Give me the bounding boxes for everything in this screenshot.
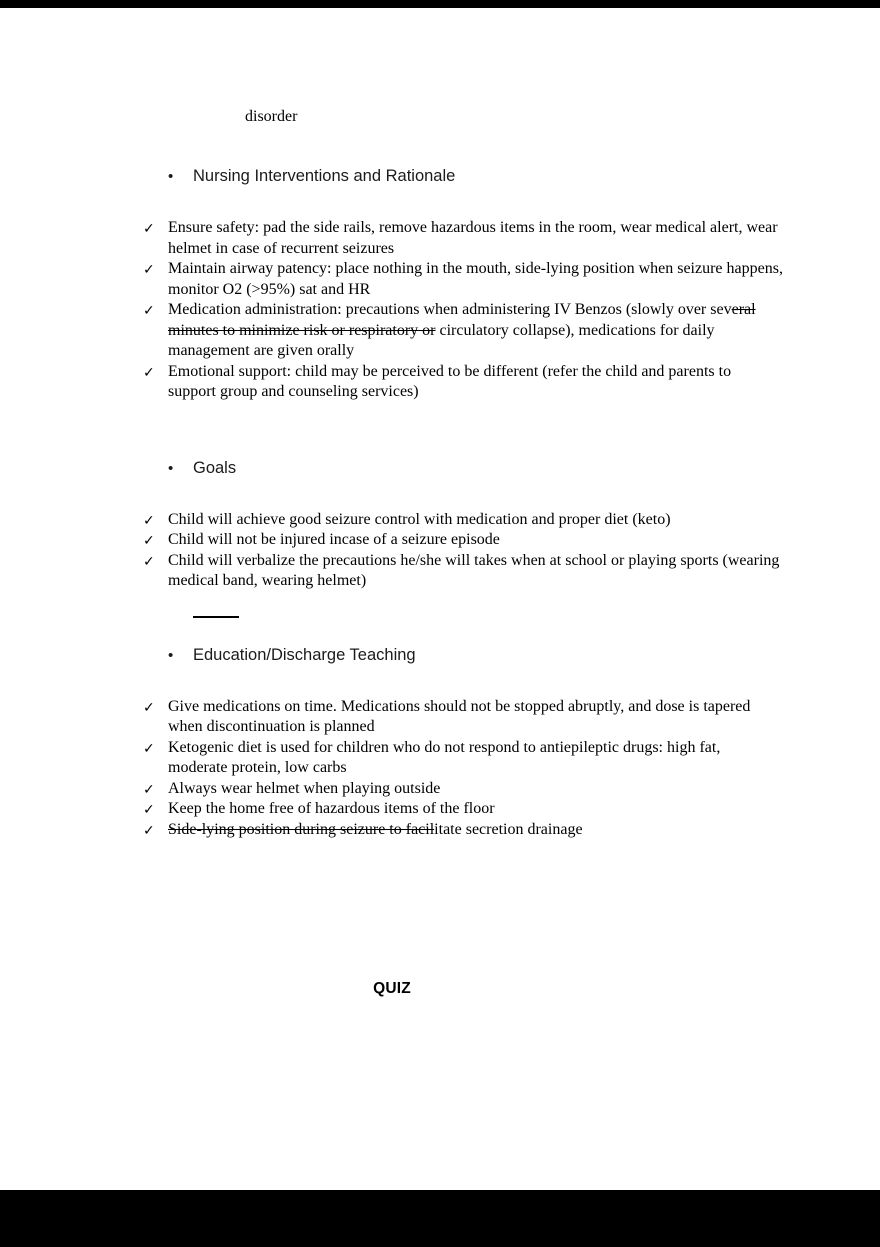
checkmark-icon: ✓: [143, 822, 155, 839]
list-item-text: [168, 552, 779, 590]
text-segment: Keep the home free of hazardous items of the floor: [168, 800, 495, 817]
list-item: [143, 362, 783, 403]
document-content: [0, 8, 880, 1190]
list-item-text: [168, 739, 720, 777]
bullet-icon: •: [168, 459, 174, 477]
list-item: [143, 820, 783, 841]
list-item-text: [168, 698, 750, 736]
text-segment: Child will verbalize the precautions he/she will takes when at school or playing sports (wearing medical band, wearing helmet): [168, 551, 780, 589]
checkmark-icon: ✓: [143, 802, 155, 818]
check-list: [143, 510, 783, 592]
text-segment: Emotional support: child may be perceived to be different (refer the child and parents to support group and counseling services): [168, 362, 732, 400]
check-list: [143, 697, 783, 841]
list-item-text: [168, 821, 583, 838]
continuation-text: disorder: [245, 108, 298, 125]
section-divider-line: [193, 616, 239, 618]
checkmark-icon: ✓: [143, 512, 155, 529]
list-item-text: [168, 531, 500, 548]
checkmark-icon: ✓: [143, 781, 155, 798]
text-segment: circulatory collapse), medications for daily management are given orally: [168, 321, 715, 359]
sections-container: [0, 165, 880, 840]
section-heading: Education/Discharge Teaching: [193, 645, 416, 664]
struck-text-segment: eral minutes to minimize risk or respiratory or: [168, 301, 756, 339]
list-item-text: [168, 301, 756, 359]
list-item: [143, 300, 783, 362]
bullet-icon: •: [168, 168, 174, 185]
section-heading: Goals: [193, 458, 237, 477]
text-segment: Always wear helmet when playing outside: [168, 779, 441, 797]
checkmark-icon: ✓: [143, 262, 155, 278]
text-segment: itate secretion drainage: [434, 820, 583, 838]
list-item: [143, 510, 783, 531]
checkmark-icon: ✓: [143, 221, 155, 237]
list-item: [143, 218, 783, 259]
text-segment: Medication administration: precautions when administering IV Benzos (slowly over sev: [168, 301, 732, 318]
list-item: [143, 738, 783, 779]
section-heading: Nursing Interventions and Rationale: [193, 167, 456, 185]
list-item: [143, 530, 783, 551]
list-item-text: [168, 363, 731, 401]
text-segment: Give medications on time. Medications should not be stopped abruptly, and dose is tapered when discontinuation is planned: [168, 697, 751, 735]
list-item-text: [168, 511, 671, 528]
checkmark-icon: ✓: [143, 553, 155, 570]
list-item: [143, 779, 783, 800]
top-letterbox-bar: [0, 0, 880, 8]
text-segment: Child will not be injured incase of a seizure episode: [168, 531, 500, 548]
document-section: [0, 616, 880, 841]
checkmark-icon: ✓: [143, 533, 155, 549]
document-section: [0, 457, 880, 592]
list-item: [143, 259, 783, 300]
text-segment: Ketogenic diet is used for children who do not respond to antiepileptic drugs: high fat, moderate protein, low carbs: [168, 738, 721, 776]
text-segment: Ensure safety: pad the side rails, remove hazardous items in the room, wear medical alert, wear helmet in case of recurrent seizures: [168, 219, 778, 257]
text-segment: Child will achieve good seizure control with medication and proper diet (keto): [168, 510, 671, 528]
list-item: [143, 551, 783, 592]
checkmark-icon: ✓: [143, 699, 155, 716]
bullet-icon: •: [168, 646, 174, 664]
checkmark-icon: ✓: [143, 303, 155, 319]
list-item-text: [168, 780, 440, 797]
list-item: [143, 799, 783, 820]
list-item-text: [168, 800, 495, 817]
checkmark-icon: ✓: [143, 740, 155, 757]
section-heading-row: [168, 165, 880, 188]
check-list: [143, 218, 783, 403]
list-item: [143, 697, 783, 738]
struck-text-segment: Side-lying position during seizure to facil: [168, 820, 435, 838]
section-heading-row: [168, 644, 880, 667]
bottom-letterbox-bar: [0, 1190, 880, 1247]
checkmark-icon: ✓: [143, 364, 155, 381]
document-section: [0, 165, 880, 403]
list-item-text: [168, 260, 783, 298]
text-segment: Maintain airway patency: place nothing in the mouth, side-lying position when seizure happens, monitor O2 (>95%) sat and HR: [168, 260, 783, 298]
list-item-text: [168, 219, 778, 257]
section-heading-row: [168, 457, 880, 480]
quiz-heading: QUIZ: [373, 980, 411, 997]
